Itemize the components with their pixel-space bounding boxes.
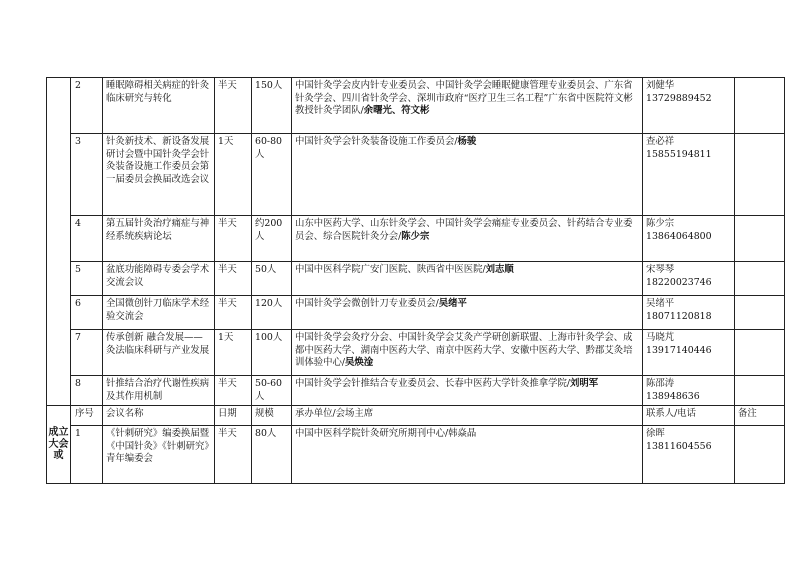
venue-chair: 陈少宗 [401,230,430,242]
host-organizers [292,78,643,134]
meeting-date: 半天 [215,262,252,296]
meeting-date: 半天 [215,426,252,484]
meeting-scale: 150人 [252,78,292,134]
meeting-scale: 50人 [252,262,292,296]
meeting-scale: 50-60人 [252,376,292,406]
contact-cell [643,216,735,262]
host-organizers: 中国中医科学院针灸研究所期刊中心/韩焱晶 [292,426,643,484]
host-organizers [292,296,643,330]
table-row [47,296,785,330]
contact-name: 吴绪平 [646,298,675,309]
meeting-name: 针灸新技术、新设备发展研讨会暨中国针灸学会针灸装备设施工作委员会第一届委员会换届改选会议 [103,134,215,216]
note-cell [735,330,785,376]
contact-phone: 13729889452 [646,92,712,104]
host-organizers [292,376,643,406]
row-number: 4 [71,216,103,262]
table-row [47,262,785,296]
table-row [47,426,785,484]
row-number: 1 [71,426,103,484]
venue-chair: 刘明军 [570,378,599,389]
table-row [47,78,785,134]
section-label: 成立大会或 [47,406,71,484]
note-cell [735,296,785,330]
row-number: 8 [71,376,103,406]
meeting-scale: 约200人 [252,216,292,262]
row-number: 5 [71,262,103,296]
contact-name: 宋琴琴 [646,264,675,275]
host-organizers [292,216,643,262]
contact-cell [643,262,735,296]
contact-phone: 15855194811 [646,148,712,160]
meeting-date: 半天 [215,78,252,134]
meeting-date: 1天 [215,330,252,376]
contact-name: 查必祥 [646,136,675,147]
header-no: 序号 [71,406,103,426]
header-contact: 联系人/电话 [643,406,735,426]
row-number: 6 [71,296,103,330]
contact-name: 徐晖 [646,428,665,440]
meeting-scale: 120人 [252,296,292,330]
venue-chair: 余曙光、符文彬 [363,105,430,117]
host-text: 中国中医科学院广安门医院、陕西省中医医院/ [295,264,486,275]
row-number: 2 [71,78,103,134]
host-text: 中国针灸学会灸疗分会、中国针灸学会艾灸产学研创新联盟、上海市针灸学会、成都中医药大学、湖南中医药大学、南京中医药大学、安徽中医药大学、黔郡艾灸培训体验中心/ [295,332,633,369]
venue-chair: 吴焕淦 [345,357,374,369]
meeting-date: 半天 [215,296,252,330]
meeting-date: 1天 [215,134,252,216]
contact-cell [643,78,735,134]
contact-phone: 138948636 [646,390,700,402]
note-cell [735,134,785,216]
meeting-schedule-table [46,77,785,484]
header-host: 承办单位/会场主席 [292,406,643,426]
meeting-date: 半天 [215,376,252,406]
contact-name: 陈邵涛 [646,378,675,389]
contact-name: 陈少宗 [646,218,675,229]
table-row [47,134,785,216]
table-row [47,330,785,376]
row-number: 7 [71,330,103,376]
meeting-name: 传承创新 融合发展——灸法临床科研与产业发展 [103,330,215,376]
contact-phone: 13864064800 [646,230,712,242]
host-organizers [292,330,643,376]
meeting-scale: 80人 [252,426,292,484]
meeting-name: 盆底功能障碍专委会学术交流会议 [103,262,215,296]
venue-chair: 刘志顺 [485,264,514,275]
venue-chair: 杨骏 [457,136,477,147]
host-text: 中国针灸学会针灸装备设施工作委员会/ [295,136,458,147]
meeting-name: 针推结合治疗代谢性疾病及其作用机制 [103,376,215,406]
meeting-date: 半天 [215,216,252,262]
contact-cell [643,330,735,376]
host-text: 中国针灸学会皮内针专业委员会、中国针灸学会睡眠健康管理专业委员会、广东省针灸学会、四川省针灸学会、深圳市政府“医疗卫生三名工程”广东省中医院符文彬教授针灸学团队/ [295,80,633,117]
table-row [47,216,785,262]
note-cell [735,262,785,296]
table-row [47,376,785,406]
host-text: 中国针灸学会针推结合专业委员会、长春中医药大学针灸推拿学院/ [295,378,571,389]
host-organizers [292,134,643,216]
host-text: 山东中医药大学、山东针灸学会、中国针灸学会痛症专业委员会、针药结合专业委员会、综合医院针灸分会/ [295,218,633,242]
contact-name: 刘健华 [646,80,675,91]
note-cell [735,78,785,134]
host-organizers [292,262,643,296]
meeting-name: 睡眠障碍相关病症的针灸临床研究与转化 [103,78,215,134]
contact-phone: 18071120818 [646,310,712,322]
contact-cell [643,426,735,484]
note-cell [735,376,785,406]
header-scale: 规模 [252,406,292,426]
contact-cell [643,296,735,330]
contact-phone: 13917140446 [646,344,712,356]
note-cell [735,426,785,484]
header-date: 日期 [215,406,252,426]
section-label [47,78,71,406]
contact-name: 马晓芃 [646,332,675,343]
header-name: 会议名称 [103,406,215,426]
meeting-scale: 100人 [252,330,292,376]
contact-phone: 13811604556 [646,440,712,452]
meeting-name: 第五届针灸治疗痛症与神经系统疾病论坛 [103,216,215,262]
host-text: 中国针灸学会微创针刀专业委员会/ [295,298,439,309]
meeting-name: 全国微创针刀临床学术经验交流会 [103,296,215,330]
meeting-scale: 60-80人 [252,134,292,216]
contact-cell [643,376,735,406]
row-number: 3 [71,134,103,216]
header-row [47,406,785,426]
meeting-name: 《针刺研究》编委换届暨《中国针灸》《针刺研究》青年编委会 [103,426,215,484]
contact-phone: 18220023746 [646,276,712,288]
contact-cell [643,134,735,216]
header-note: 备注 [735,406,785,426]
venue-chair: 吴绪平 [438,298,467,309]
note-cell [735,216,785,262]
